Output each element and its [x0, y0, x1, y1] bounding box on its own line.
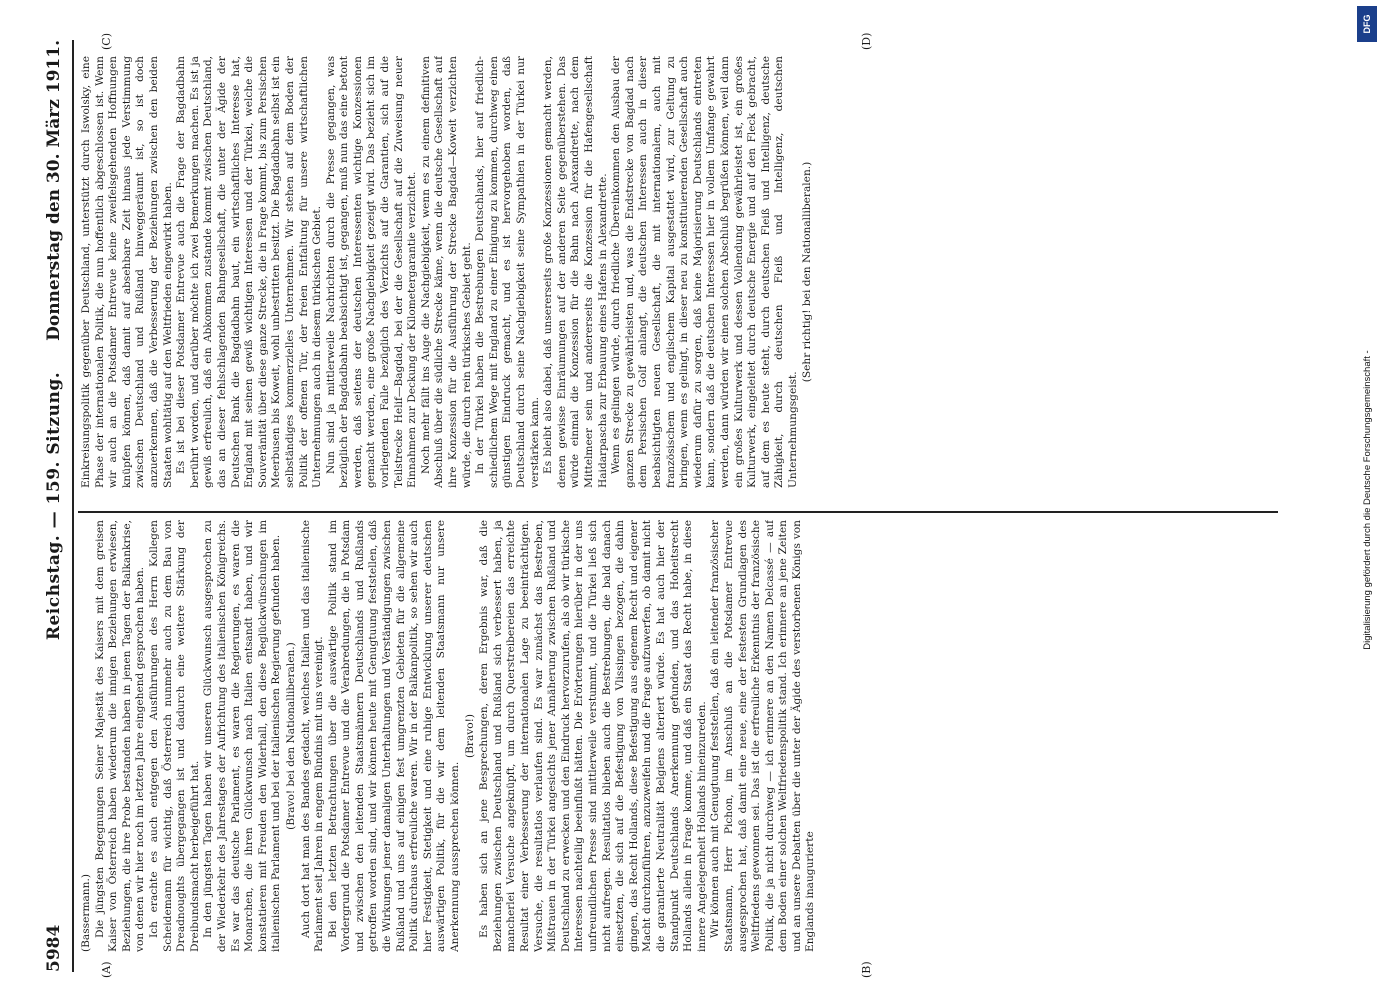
paragraph: Nun sind ja mittlerweile Nachrichten durch die Presse gegangen, was bezüglich der Bagdadbahn beabsichtigt ist, gegangen, muß nun das eine betont werden, daß seitens der deutschen Interessenten wichtige Konzessionen gemacht werden, eine große Nachgiebigkeit gezeigt wird. Das bezieht sich im vorliegenden Falle bezüglich des Verzichts auf die Garantien, sich auf die Teilstrecke Helif—Bagdad, bei der die Gesellschaft auf die Zuweisung neuer Einnahmen zur Deckung der Kilometergarantie verzichtet.	[324, 56, 419, 488]
margin-marker-b: (B)	[860, 961, 873, 978]
paragraph: In der Türkei haben die Bestrebungen Deutschlands, hier auf friedlich-schiedlichem Wege mit England zu einer Einigung zu kommen, durchweg einen günstigen Eindruck gemacht, und es ist hervorgehoben worden, daß Deutschland durch seine Nachgiebigkeit seine Sympathien in der Türkei nur verstärken kann.	[474, 56, 541, 488]
paragraph: In den jüngsten Tagen haben wir unseren Glückwunsch ausgesprochen zu der Wiederkehr des Jahrestages der Aufrichtung des italienischen Königreichs. Es war das deutsche Parlament, es waren die Regierungen, es waren die Monarchen, die ihren Glückwunsch nach Italien entsandt haben, und wir konstatieren mit Freuden den Widerhall, den diese Beglückwünschungen im italienischen Parlament und bei der italienischen Regierung gefunden haben.	[202, 520, 283, 952]
session-date: Donnerstag den 30. März 1911.	[44, 40, 64, 341]
paragraph: Ich erachte es auch entgegen den Ausführungen des Herrn Kollegen Scheidemann für wichtig, daß Österreich nunmehr auch zu dem Bau von Dreadnoughts übergegangen ist und dadurch eine weitere Stärkung der Dreibundsmacht herbeigeführt hat.	[147, 520, 201, 952]
stage-direction: (Bravo!)	[463, 713, 476, 759]
page-header	[40, 40, 70, 972]
paragraph: Wir können auch mit Genugtuung feststellen, daß ein leitender französischer Staatsmann, Herr Pichon, im Anschluß an die Potsdamer Entrevue ausgesprochen hat, daß damit eine neue, eine der festesten Grundlagen des Weltfriedens gewonnen sei. Das ist die erfreuliche Erkenntnis der französische Politik, die ja nicht durchweg — ich erinnere an den Namen Delcassé — auf dem Boden einer solchen Weltfriedenspolitik stand. Ich erinnere an jene Zeiten und an unsere Debatten über die unter der Ägide des verstorbenen Königs von Englands inaugurierte	[709, 520, 817, 952]
page-number: 5984	[44, 924, 64, 972]
margin-marker-c: (C)	[100, 33, 113, 50]
right-column	[80, 56, 1280, 488]
left-column	[80, 520, 1280, 952]
paragraph: Wenn es gelingen würde, durch friedliche Übereinkommen den Ausbau der ganzen Strecke zu gewährleisten und, was die Endstrecke von Bagdad nach dem Persischen Golf anlangt, die deutschen Interessen auch in dieser beabsichtigten neuen Gesellschaft, die mit internationalem, auch mit französischem und englischem Kapital ausgestattet wird, zur Geltung zu bringen, wenn es gelingt, in dieser neu zu konstituierenden Gesellschaft auch wiederum dafür zu sorgen, daß keine Majorisierung Deutschlands eintreten kann, sondern daß die deutschen Interessen hier in vollem Umfange gewahrt werden, dann würden wir einen solchen Abschluß begrüßen können, weil dann ein großes Kulturwerk und dessen Vollendung gewährleistet ist, ein großes Kulturwerk, eingeleitet durch deutsche Energie und auf den Fleck gebracht, auf dem es heute steht, durch deutschen Fleiß und Intelligenz, deutsche Zähigkeit, durch deutschen Fleiß und Intelligenz, deutschen Unternehmungsgeist.	[610, 56, 799, 488]
paragraph: Auch dort hat man des Bandes gedacht, welches Italien und das italienische Parlament seit Jahren in engem Bündnis mit uns vereinigt.	[299, 520, 326, 952]
paragraph: Einkreisungspolitik gegenüber Deutschland, unterstützt durch Iswolsky, eine Phase der internationalen Politik, die nun hoffentlich abgeschlossen ist. Wenn wir auch an die Potsdamer Entrevue keine zweifelsgehenden Hoffnungen knüpfen können, daß damit auf absehbare Zeit hinaus jede Verstimmung zwischen Deutschland und Rußland hinweggeräumt ist, so ist doch anzuerkennen, daß die Verbesserung der Beziehungen zwischen den beiden Staaten wohltätig auf den Weltfrieden eingewirkt haben.	[80, 56, 174, 488]
paragraph: Es bleibt also dabei, daß unsererseits große Konzessionen gemacht werden, denen gewisse Einräumungen auf der anderen Seite gegenüberstehen. Das würde einmal die Konzession für die Bahn nach Alexandrette, nach dem Mittelmeer sein und andererseits die Konzession für die Hafengesellschaft Haidarpascha zur Erbauung eines Hafens in Alexandrette.	[542, 56, 609, 488]
margin-marker-a: (A)	[100, 961, 113, 978]
header-rule	[72, 40, 74, 972]
paragraph: Bei den letzten Betrachtungen über die auswärtige Politik stand im Vordergrund die Potsdamer Entrevue und die Verabredungen, die in Potsdam und zwischen den leitenden Staatsmännern Deutschlands und Rußlands getroffen worden sind, und wir können heute mit Genugtuung feststellen, daß die Wirkungen jener damaligen Unterhaltungen und Verständigungen zwischen Rußland und uns auf einigen fest umgrenzten Gebieten für die allgemeine Politik durchaus erfreuliche waren. Wir in der Balkanpolitik, so sehen wir auch hier Festigkeit, Stetigkeit und eine ruhige Entwicklung unserer deutschen auswärtigen Politik, für die wir dem leitenden Staatsmann nur unsere Anerkennung aussprechen können.	[326, 520, 462, 952]
speaker-name: (Bassermann.)	[80, 874, 92, 952]
paragraph: Noch mehr fällt ins Auge die Nachgiebigkeit, wenn es zu einem definitiven Abschluß über die südliche Strecke käme, wenn die deutsche Gesellschaft auf ihre Konzession für die Ausführung der Strecke Bagdad—Koweit verzichten würde, die durch rein türkisches Gebiet geht.	[419, 56, 473, 488]
dfg-logo-text: DFG	[1362, 14, 1372, 34]
column-divider	[78, 511, 1278, 513]
digitization-note	[1355, 20, 1375, 980]
paragraph: Die jüngsten Begegnungen Seiner Majestät des Kaisers mit dem greisen Kaiser von Österreich haben wiederum die innigen Beziehungen erwiesen, Beziehungen, die ihre Probe bestanden haben in jenen Tagen der Balkankrise, von denen wir hier noch im letzten Jahre eingehend gesprochen haben.	[93, 520, 147, 952]
session-title: Reichstag. — 159. Sitzung.	[44, 371, 64, 641]
digitization-note-text: Digitalisierung gefördert durch die Deutsche Forschungsgemeinschaft -	[1362, 350, 1373, 650]
stage-direction: (Sehr richtig! bei den Nationalliberalen.)	[801, 161, 814, 383]
paragraph: Es haben sich an jene Besprechungen, deren Ergebnis war, daß die Beziehungen zwischen Deutschland und Rußland sich verbessert haben, ja mancherlei Versuche angeknüpft, um durch Querstreibereien das erreichte Resultat einer Verbesserung der internationalen Lage zu beeinträchtigen. Versuche, die resultatlos verlaufen sind. Es war zunächst das Bestreben, Mißtrauen in der Türkei angesichts jener Annäherung zwischen Rußland und Deutschland zu erwecken und den Eindruck hervorzurufen, als ob wir türkische Interessen nachteilig beeinflußt hätten. Die Erörterungen hierüber in der uns unfreundlichen Presse sind mittlerweile verstummt, und die Türkei ließ sich nicht aufregen. Resultatlos blieben auch die Bestrebungen, die bald danach einsetzten, die sich auf die Befestigung von Vlissingen bezogen, die dahin gingen, das Recht Hollands, diese Befestigung aus eigenem Recht und eigener Macht durchzuführen, anzuzweifeln und die Frage aufzuwerfen, ob damit nicht die garantierte Neutralität Belgiens alteriert würde. Es hat auch hier der Standpunkt Deutschlands Anerkennung gefunden, und das Hoheitsrecht Hollands allein in Frage komme, und daß ein Staat das Recht habe, in diese innere Angelegenheit Hollands hineinzureden.	[478, 520, 708, 952]
paragraph: Es ist bei dieser Potsdamer Entrevue auch die Frage der Bagdadbahn berührt worden, und darüber möchte ich zwei Bemerkungen machen. Es ist ja gewiß erfreulich, daß ein Abkommen zustande kommt zwischen Deutschland, das an dieser fehlschlagenden Bahngesellschaft, die unter der Ägide der Deutschen Bank die Bagdadbahn baut, ein wirtschaftliches Interesse hat, England mit seinen gewiß wichtigen Interessen und der Türkei, welche die Souveränität über diese ganze Strecke, die in Frage kommt, bis zum Persischen Meerbusen bis Koweit, wohl unbestritten besitzt. Die Bagdadbahn selbst ist ein selbständiges kommerzielles Unternehmen. Wir stehen auf dem Boden der Politik der offenen Tür, der freien Entfaltung für unsere wirtschaftlichen Unternehmungen auch in diesem türkischen Gebiet.	[175, 56, 324, 488]
stage-direction: (Bravo! bei den Nationalliberalen.)	[284, 642, 297, 830]
margin-marker-d: (D)	[860, 32, 873, 50]
